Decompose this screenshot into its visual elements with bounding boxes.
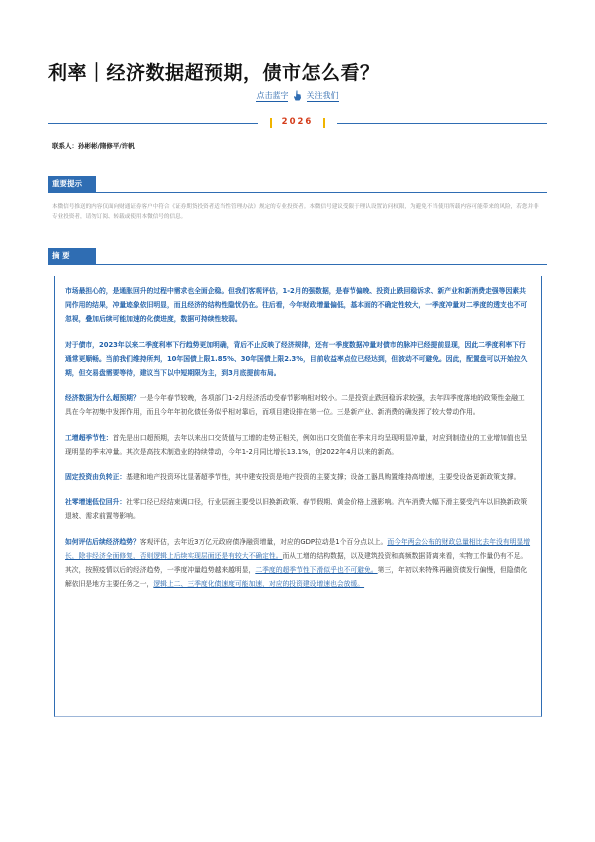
year-divider	[48, 116, 547, 130]
paragraph-body: 一是今年春节较晚，各项部门1-2月经济活动受春节影响相对较小。二是投资止跌回稳诉求较强，去年四季度落地的政策性金融工具在今年初集中发挥作用，而且今年年初化债任务似乎相对靠后，而项目建设排在第一位。三是新产业、新消费的确发挥了较大带动作用。	[65, 394, 525, 417]
paragraph-body: 首先是出口超预期，去年以来出口交货值与工增的走势正相关，例如出口交货值在季末月均呈现明显冲量，对应到制造业的工业增加值也呈现明显的季末冲量。其次是高技术制造业的持续带动，今年1-2月同比增长13.1%，创2022年4月以来的新高。	[65, 433, 528, 456]
paragraph-lead: 固定投资由负转正：	[65, 473, 127, 482]
summary-paragraph-3	[65, 391, 531, 419]
paragraph-lead: 社零增速低位回升：	[65, 498, 127, 507]
summary-tag: 摘 要	[48, 248, 96, 264]
paragraph-lead: 工增超季节性：	[65, 433, 113, 442]
paragraph-body: 社零口径已经结束调口径，行业层面主要受以旧换新政策、春节假期、黄金价格上涨影响。汽车消费大幅下滑主要受汽车以旧换新政策退坡、需求前置等影响。	[65, 498, 528, 521]
paragraph-body: 基建和地产投资环比显著超季节性，其中建安投资是地产投资的主要支撑；设备工器具购置维持高增速，主要受设备更新政策支撑。	[126, 473, 521, 482]
paragraph-body: 第三，年初以来特殊再融资债发行偏慢，但隐债化解依旧是地方主要任务之一，	[65, 566, 528, 589]
paragraph-body: 而从工增的结构数据，以及建筑投资和高频数据背离来看，实物工作量仍有不足。其次，按照疫情以后的经济趋势，一季度冲量趋势越来越明显，	[65, 551, 528, 575]
summary-paragraph-1: 市场最担心的，是通胀回升的过程中需求也全面企稳。但我们客观评估，1-2月的强数据，是春节偏晚、投资止跌回稳诉求、新产业和新消费走强等因素共同作用的结果，冲量迹象依旧明显，而且经济的结构性隐忧仍在。往后看，今年财政增量偏低，基本面的不确定性较大，一季度冲量对二季度的透支也不可忽视，叠加后续可能加速的化债进度，数据可持续性较弱。	[65, 287, 528, 324]
summary-paragraph-6	[65, 495, 531, 523]
summary-box	[54, 276, 542, 717]
divider-line-right	[337, 123, 547, 124]
underlined-text: 逻辑上二、三季度化债速度可能加速，对应的投资建设增速也会放缓。	[153, 580, 365, 589]
summary-paragraph-7	[65, 535, 531, 592]
contact-line: 联系人：孙彬彬/隋修平/许帆	[52, 142, 135, 150]
notice-text: 本微信号推送的内容仅面向财通证券客户中符合《证券期货投资者适当性管理办法》规定的专业投资者。本微信号建议受限于理认设置访问权限，为避免不当使用所载内容可能带来的风险，若您并非专业投资者，请勿订阅、转载或使用本微信号的信息。	[52, 204, 539, 220]
year-label: 2026	[281, 117, 314, 127]
follow-right-link[interactable]: 关注我们	[306, 91, 339, 100]
pointing-hand-icon	[293, 90, 302, 100]
summary-paragraph-2: 对于债市，2023年以来二季度利率下行趋势更加明确，背后不止反映了经济规律，还有一季度数据冲量对债市的脉冲已经提前显现，因此二季度利率下行通常更顺畅。当前我们维持所判，10年国债上限1.85%、30年国债上限2.3%，目前收益率点位已经达到，但波动不可避免。因此，配置盘可以开始拉久期，但交易盘需要等待，建议当下以中短期限为主，到3月底提前布局。	[65, 340, 528, 378]
paragraph-lead: 经济数据为什么超预期？	[65, 394, 140, 403]
summary-paragraph-5	[65, 470, 531, 484]
underlined-text: 二季度的超季节性下滑似乎也不可避免。	[255, 566, 378, 575]
summary-header	[48, 248, 547, 265]
notice-tag: 重要提示	[48, 176, 96, 192]
follow-line[interactable]	[0, 90, 595, 101]
follow-left-link[interactable]: 点击蓝字	[256, 91, 289, 100]
paragraph-body: 客观评估，去年近3万亿元政府债净融资增量，对应的GDP拉动是1个百分点以上。	[139, 537, 388, 546]
summary-paragraph-4	[65, 431, 531, 459]
page-title: 利率｜经济数据超预期，债市怎么看？	[48, 62, 380, 84]
notice-header	[48, 176, 547, 193]
underlined-text: 而今年两会公布的财政总量相比去年没有明显增长，除非经济全面修复，否则逻辑上后续实现层面还是有较大不确定性。	[65, 537, 531, 560]
paragraph-lead: 如何评估后续经济趋势？	[65, 537, 140, 546]
